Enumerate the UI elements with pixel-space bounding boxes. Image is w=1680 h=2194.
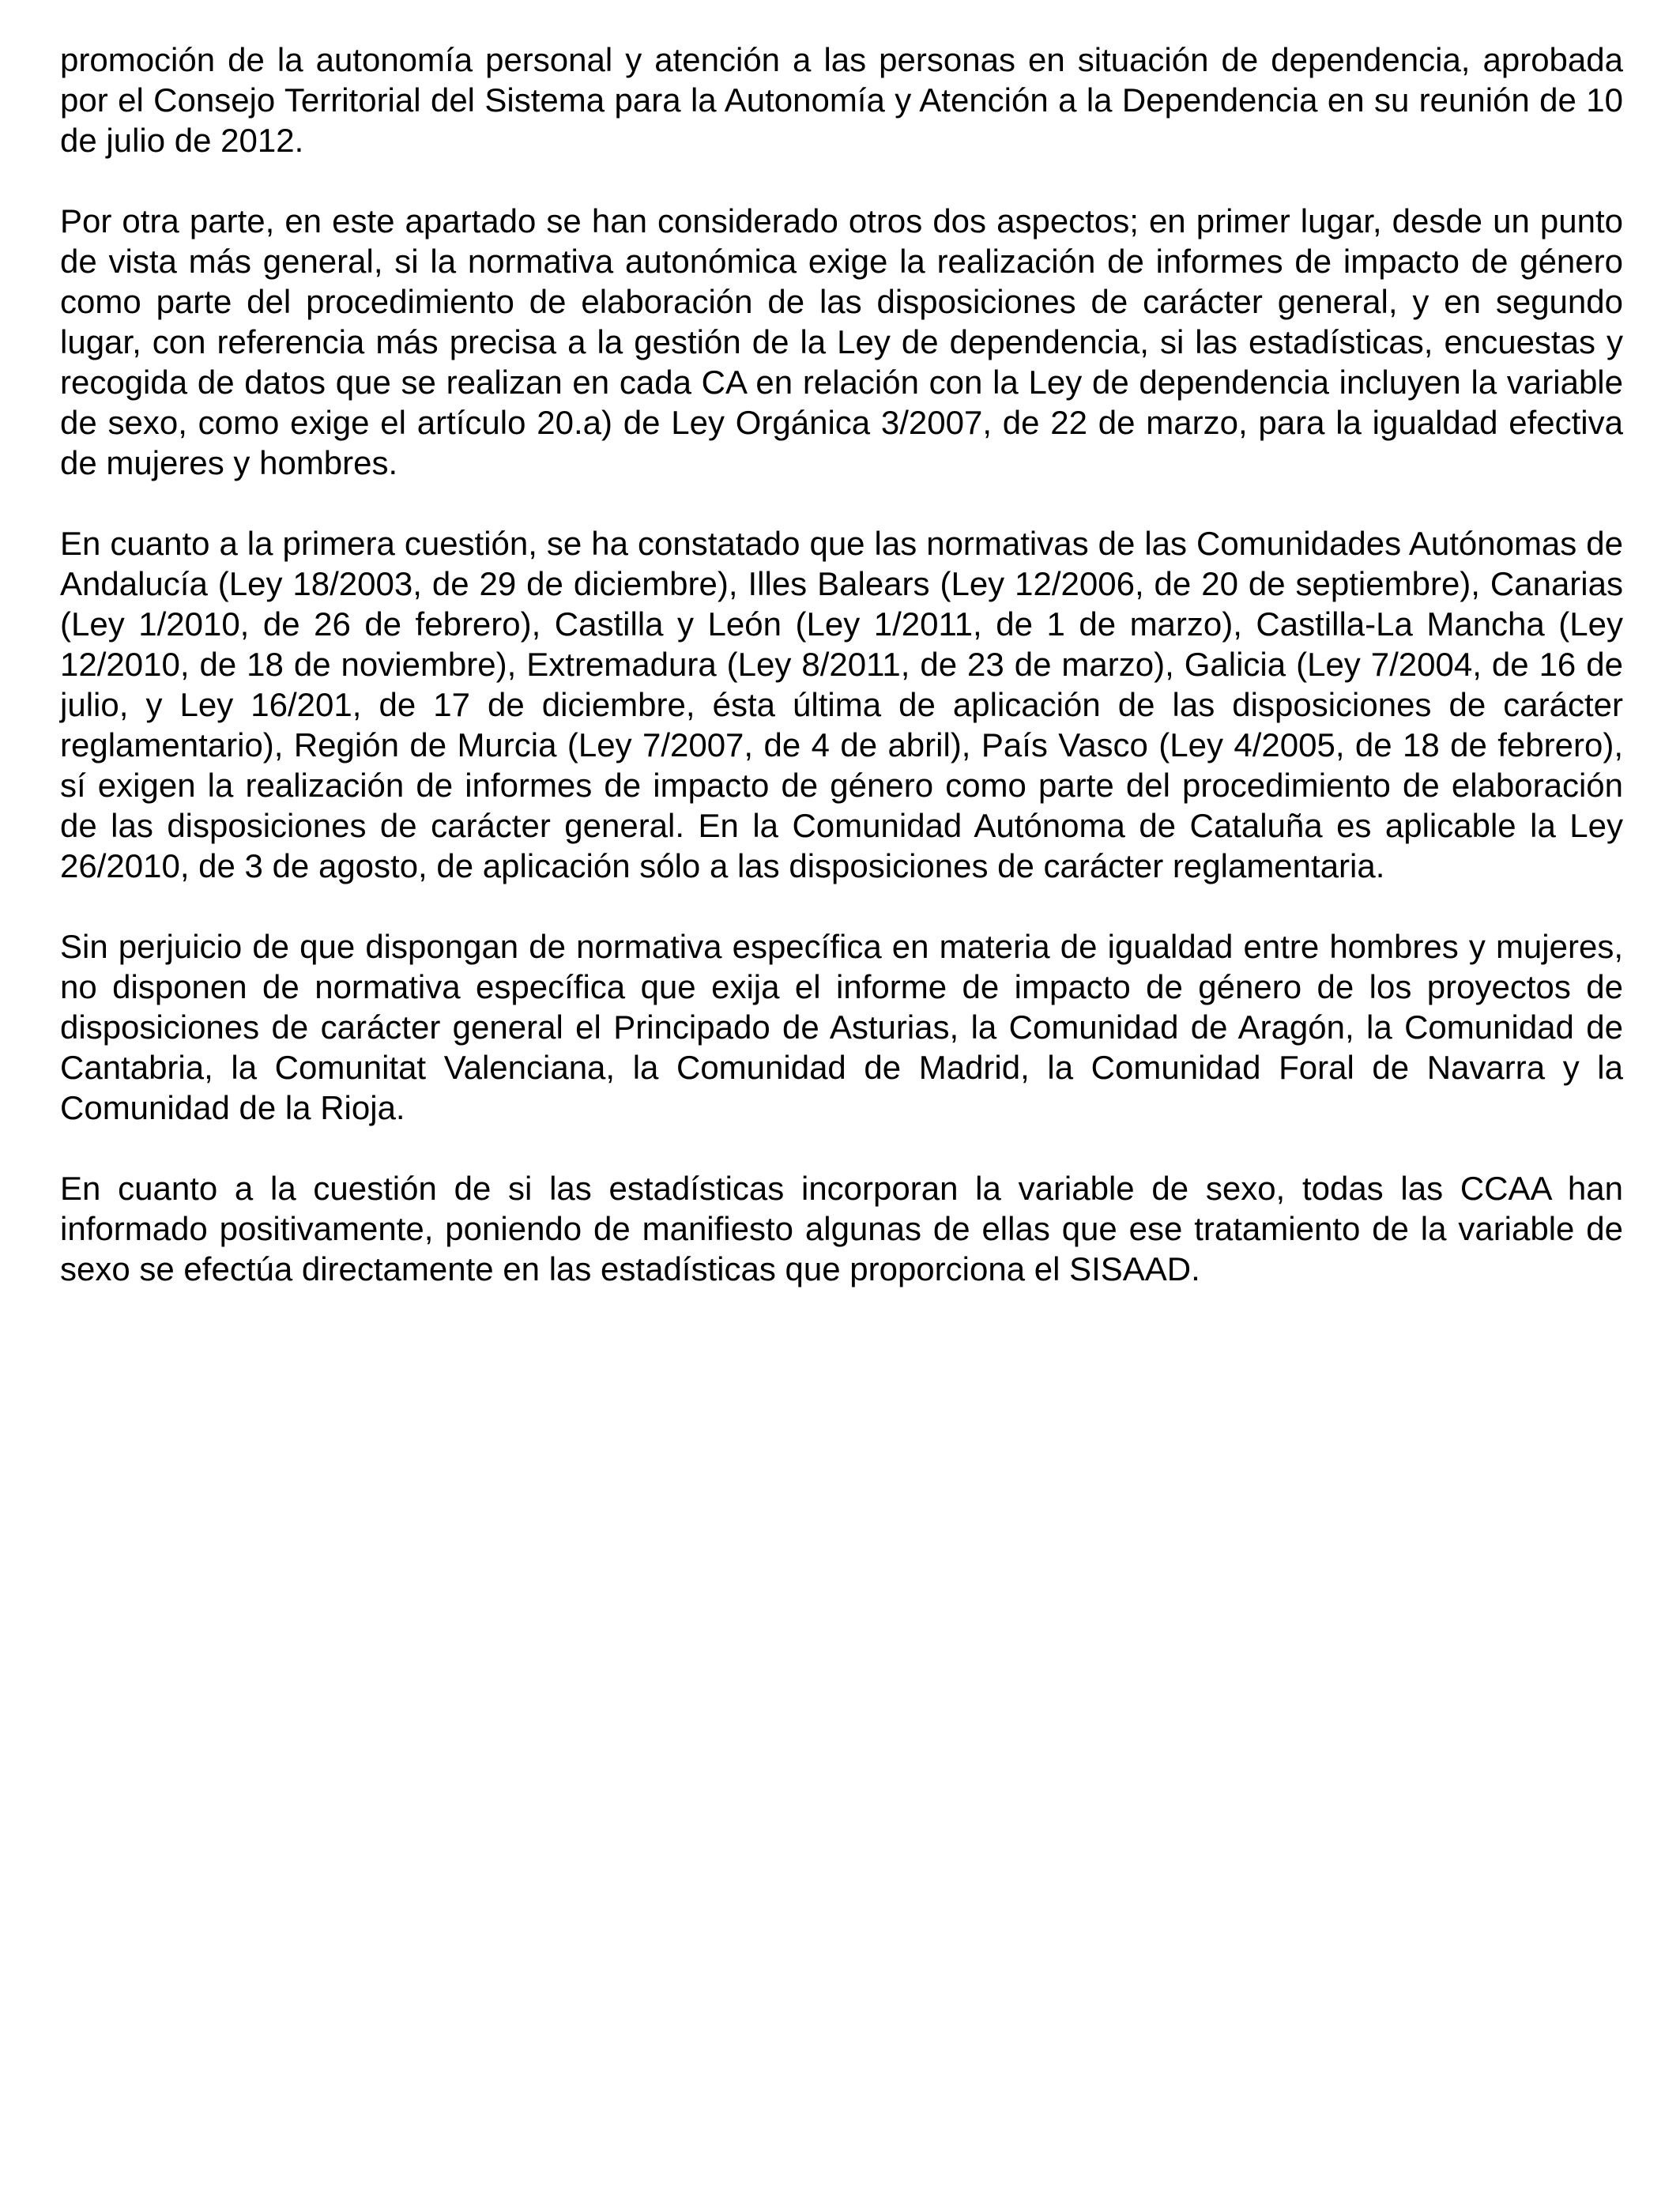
paragraph-3: En cuanto a la primera cuestión, se ha constatado que las normativas de las Comunidades Autónomas de Andalucía (Ley 18/2003, de 29 de diciembre), Illes Balears (Ley 12/2006, de 20 de septiembre), Canarias (Ley 1/2010, de 26 de febrero), Castilla y León (Ley 1/2011, de 1 de marzo), Castilla-La Mancha (Ley 12/2010, de 18 de noviembre), Extremadura (Ley 8/2011, de 23 de marzo), Galicia (Ley 7/2004, de 16 de julio, y Ley 16/201, de 17 de diciembre, ésta última de aplicación de las disposiciones de carácter reglamentario), Región de Murcia (Ley 7/2007, de 4 de abril), País Vasco (Ley 4/2005, de 18 de febrero), sí exigen la realización de informes de impacto de género como parte del procedimiento de elaboración de las disposiciones de carácter general. En la Comunidad Autónoma de Cataluña es aplicable la Ley 26/2010, de 3 de agosto, de aplicación sólo a las disposiciones de carácter reglamentaria. bbox=[60, 525, 1623, 884]
document-page bbox=[60, 40, 1623, 1329]
paragraph-2: Por otra parte, en este apartado se han considerado otros dos aspectos; en primer lugar, desde un punto de vista más general, si la normativa autonómica exige la realización de informes de impacto de género como parte del procedimiento de elaboración de las disposiciones de carácter general, y en segundo lugar, con referencia más precisa a la gestión de la Ley de dependencia, si las estadísticas, encuestas y recogida de datos que se realizan en cada CA en relación con la Ley de dependencia incluyen la variable de sexo, como exige el artículo 20.a) de Ley Orgánica 3/2007, de 22 de marzo, para la igualdad efectiva de mujeres y hombres. bbox=[60, 202, 1623, 481]
paragraph-1: promoción de la autonomía personal y atención a las personas en situación de dependencia, aprobada por el Consejo Territorial del Sistema para la Autonomía y Atención a la Dependencia en su reunión de 10 de julio de 2012. bbox=[60, 41, 1623, 159]
paragraph-4: Sin perjuicio de que dispongan de normativa específica en materia de igualdad entre hombres y mujeres, no disponen de normativa específica que exija el informe de impacto de género de los proyectos de disposiciones de carácter general el Principado de Asturias, la Comunidad de Aragón, la Comunidad de Cantabria, la Comunitat Valenciana, la Comunidad de Madrid, la Comunidad Foral de Navarra y la Comunidad de la Rioja. bbox=[60, 928, 1623, 1126]
paragraph-5: En cuanto a la cuestión de si las estadísticas incorporan la variable de sexo, todas las CCAA han informado positivamente, poniendo de manifiesto algunas de ellas que ese tratamiento de la variable de sexo se efectúa directamente en las estadísticas que proporciona el SISAAD. bbox=[60, 1170, 1623, 1287]
